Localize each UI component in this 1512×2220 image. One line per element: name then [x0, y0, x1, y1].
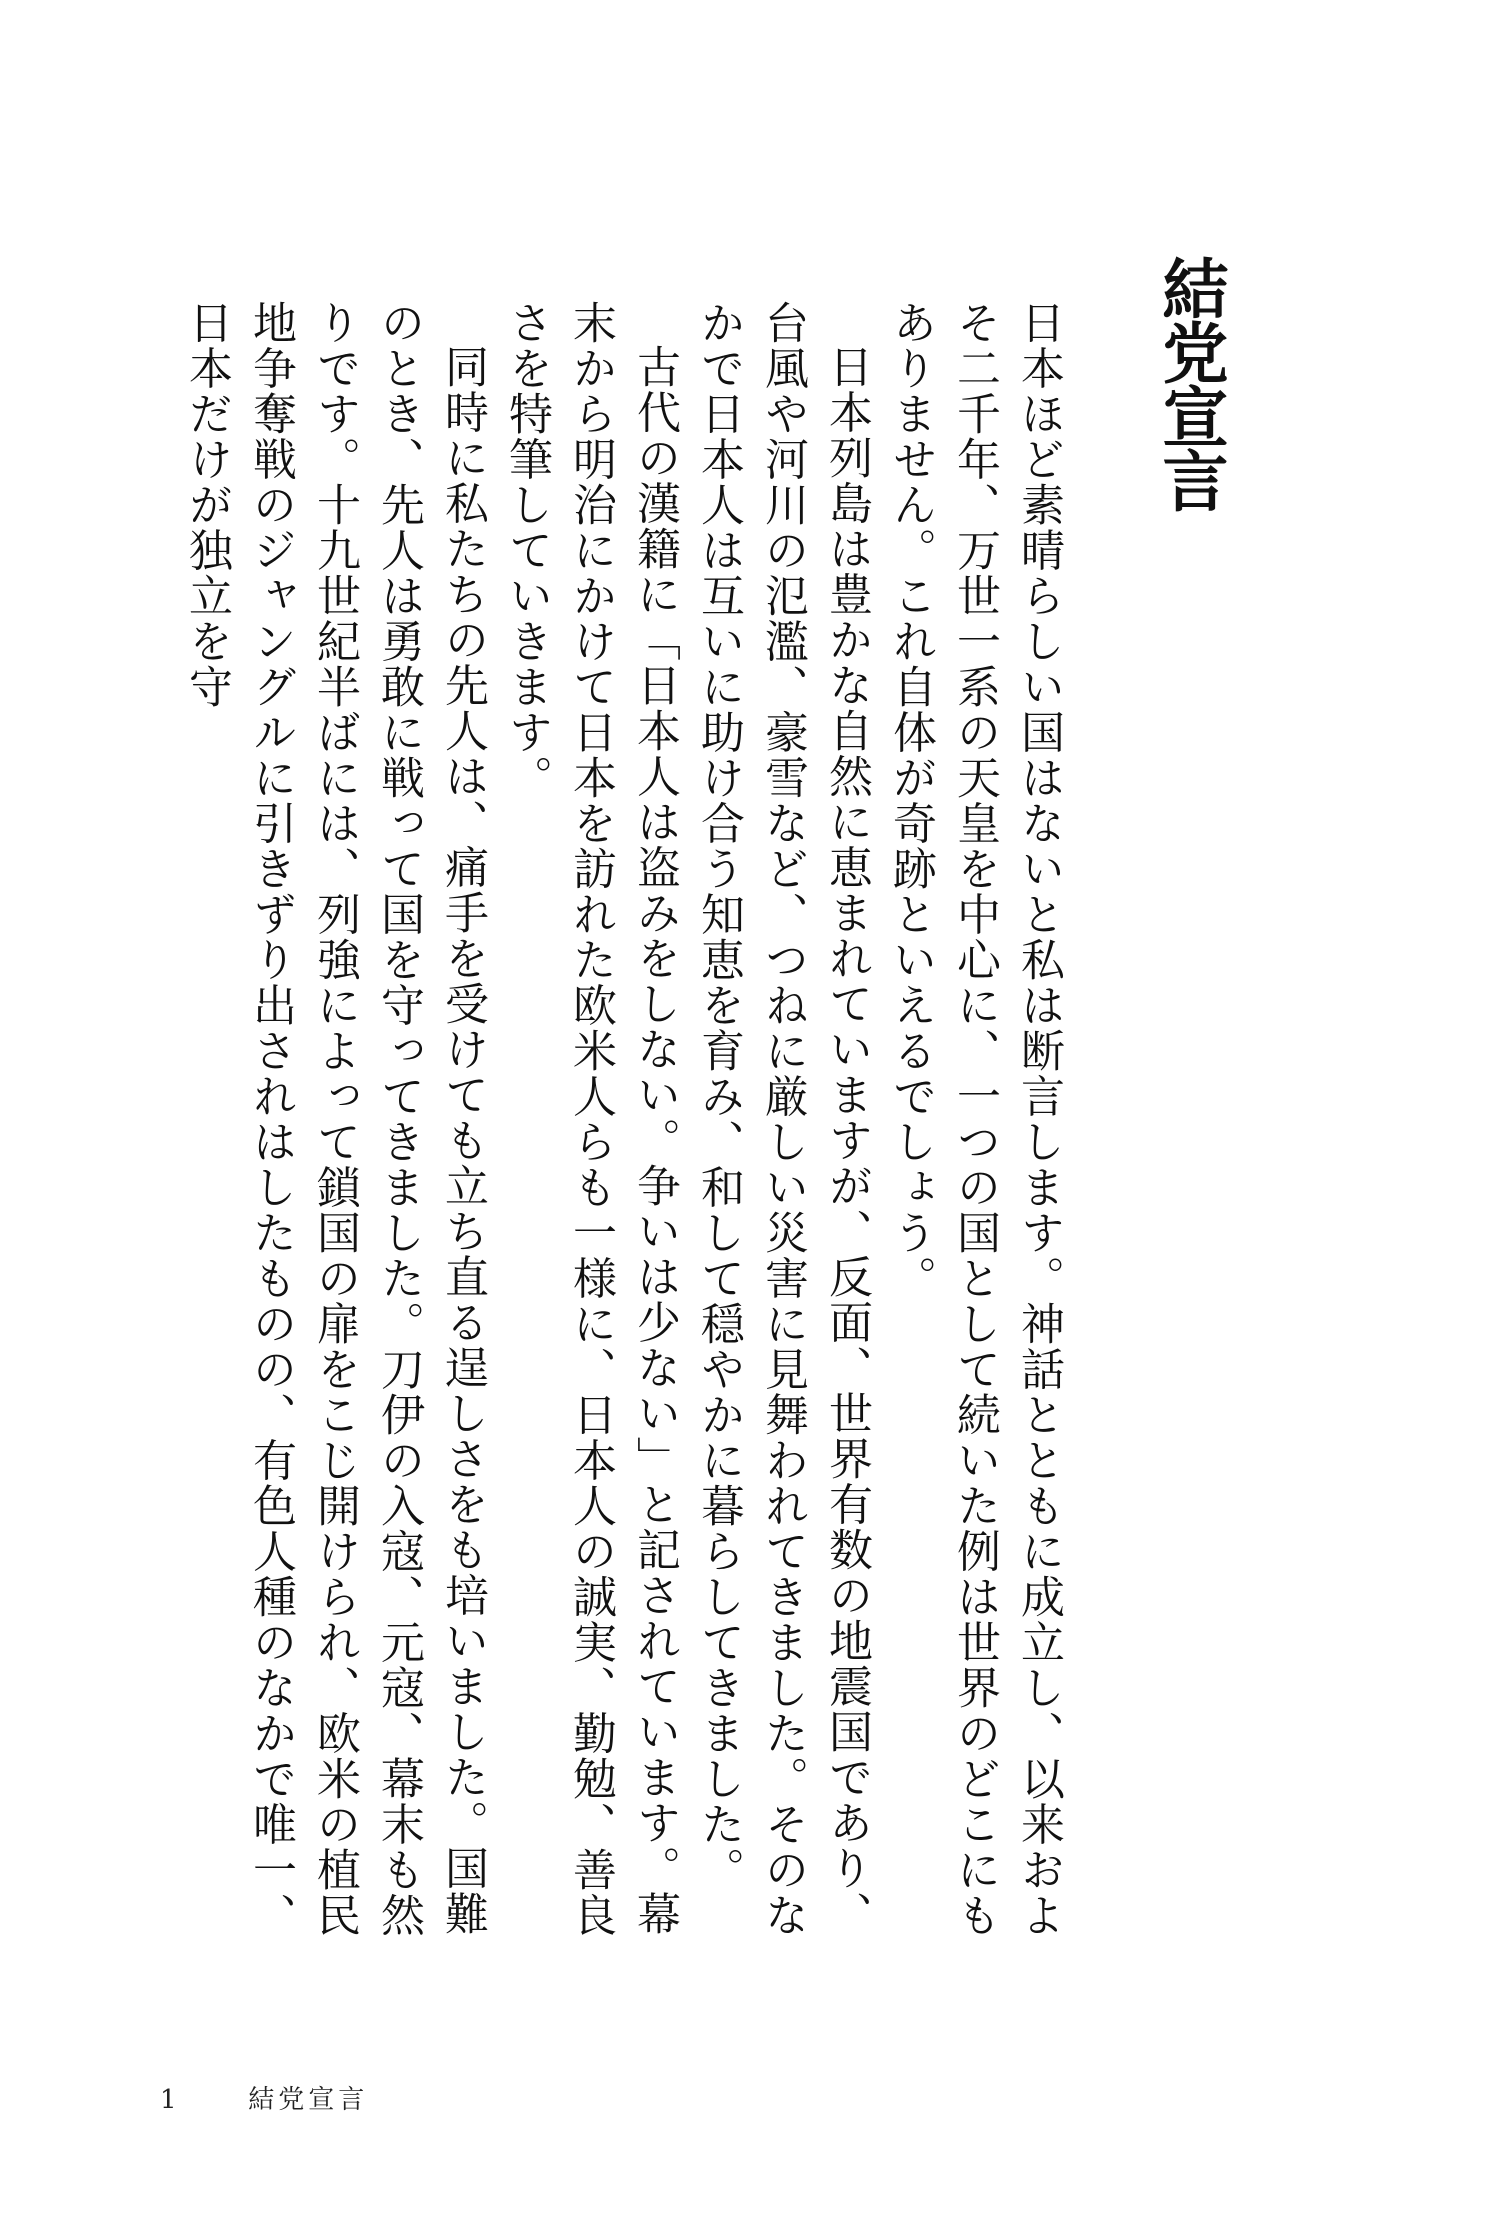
- running-title: 結党宣言: [248, 2085, 369, 2115]
- page-footer: [160, 2080, 368, 2120]
- paragraph-2: 日本列島は豊かな自然に恵まれていますが、反面、世界有数の地震国であり、台風や河川の氾濫、豪雪など、つねに厳しい災害に見舞われてきました。そのなかで日本人は互いに助け合う知恵を育み、和して穏やかに暮らしてきました。: [693, 300, 872, 1938]
- body-text: [150, 300, 1070, 1940]
- paragraph-1: 日本ほど素晴らしい国はないと私は断言します。神話とともに成立し、以来およそ二千年、万世一系の天皇を中心に、一つの国として続いた例は世界のどこにもありません。これ自体が奇跡といえるでしょう。: [885, 300, 1064, 1938]
- chapter-heading: 結党宣言: [1151, 255, 1229, 511]
- paragraph-3: 古代の漢籍に「日本人は盗みをしない。争いは少ない」と記されています。幕末から明治にかけて日本を訪れた欧米人らも一様に、日本人の誠実、勤勉、善良さを特筆していきます。: [501, 300, 680, 1938]
- page-number: 1: [160, 2085, 177, 2115]
- paragraph-4: 同時に私たちの先人は、痛手を受けても立ち直る逞しさをも培いました。国難のとき、先人は勇敢に戦って国を守ってきました。刀伊の入寇、元寇、幕末も然りです。十九世紀半ばには、列強によって鎖国の扉をこじ開けられ、欧米の植民地争奪戦のジャングルに引きずり出されはしたものの、有色人種のなかで唯一、日本だけが独立を守: [181, 300, 488, 1938]
